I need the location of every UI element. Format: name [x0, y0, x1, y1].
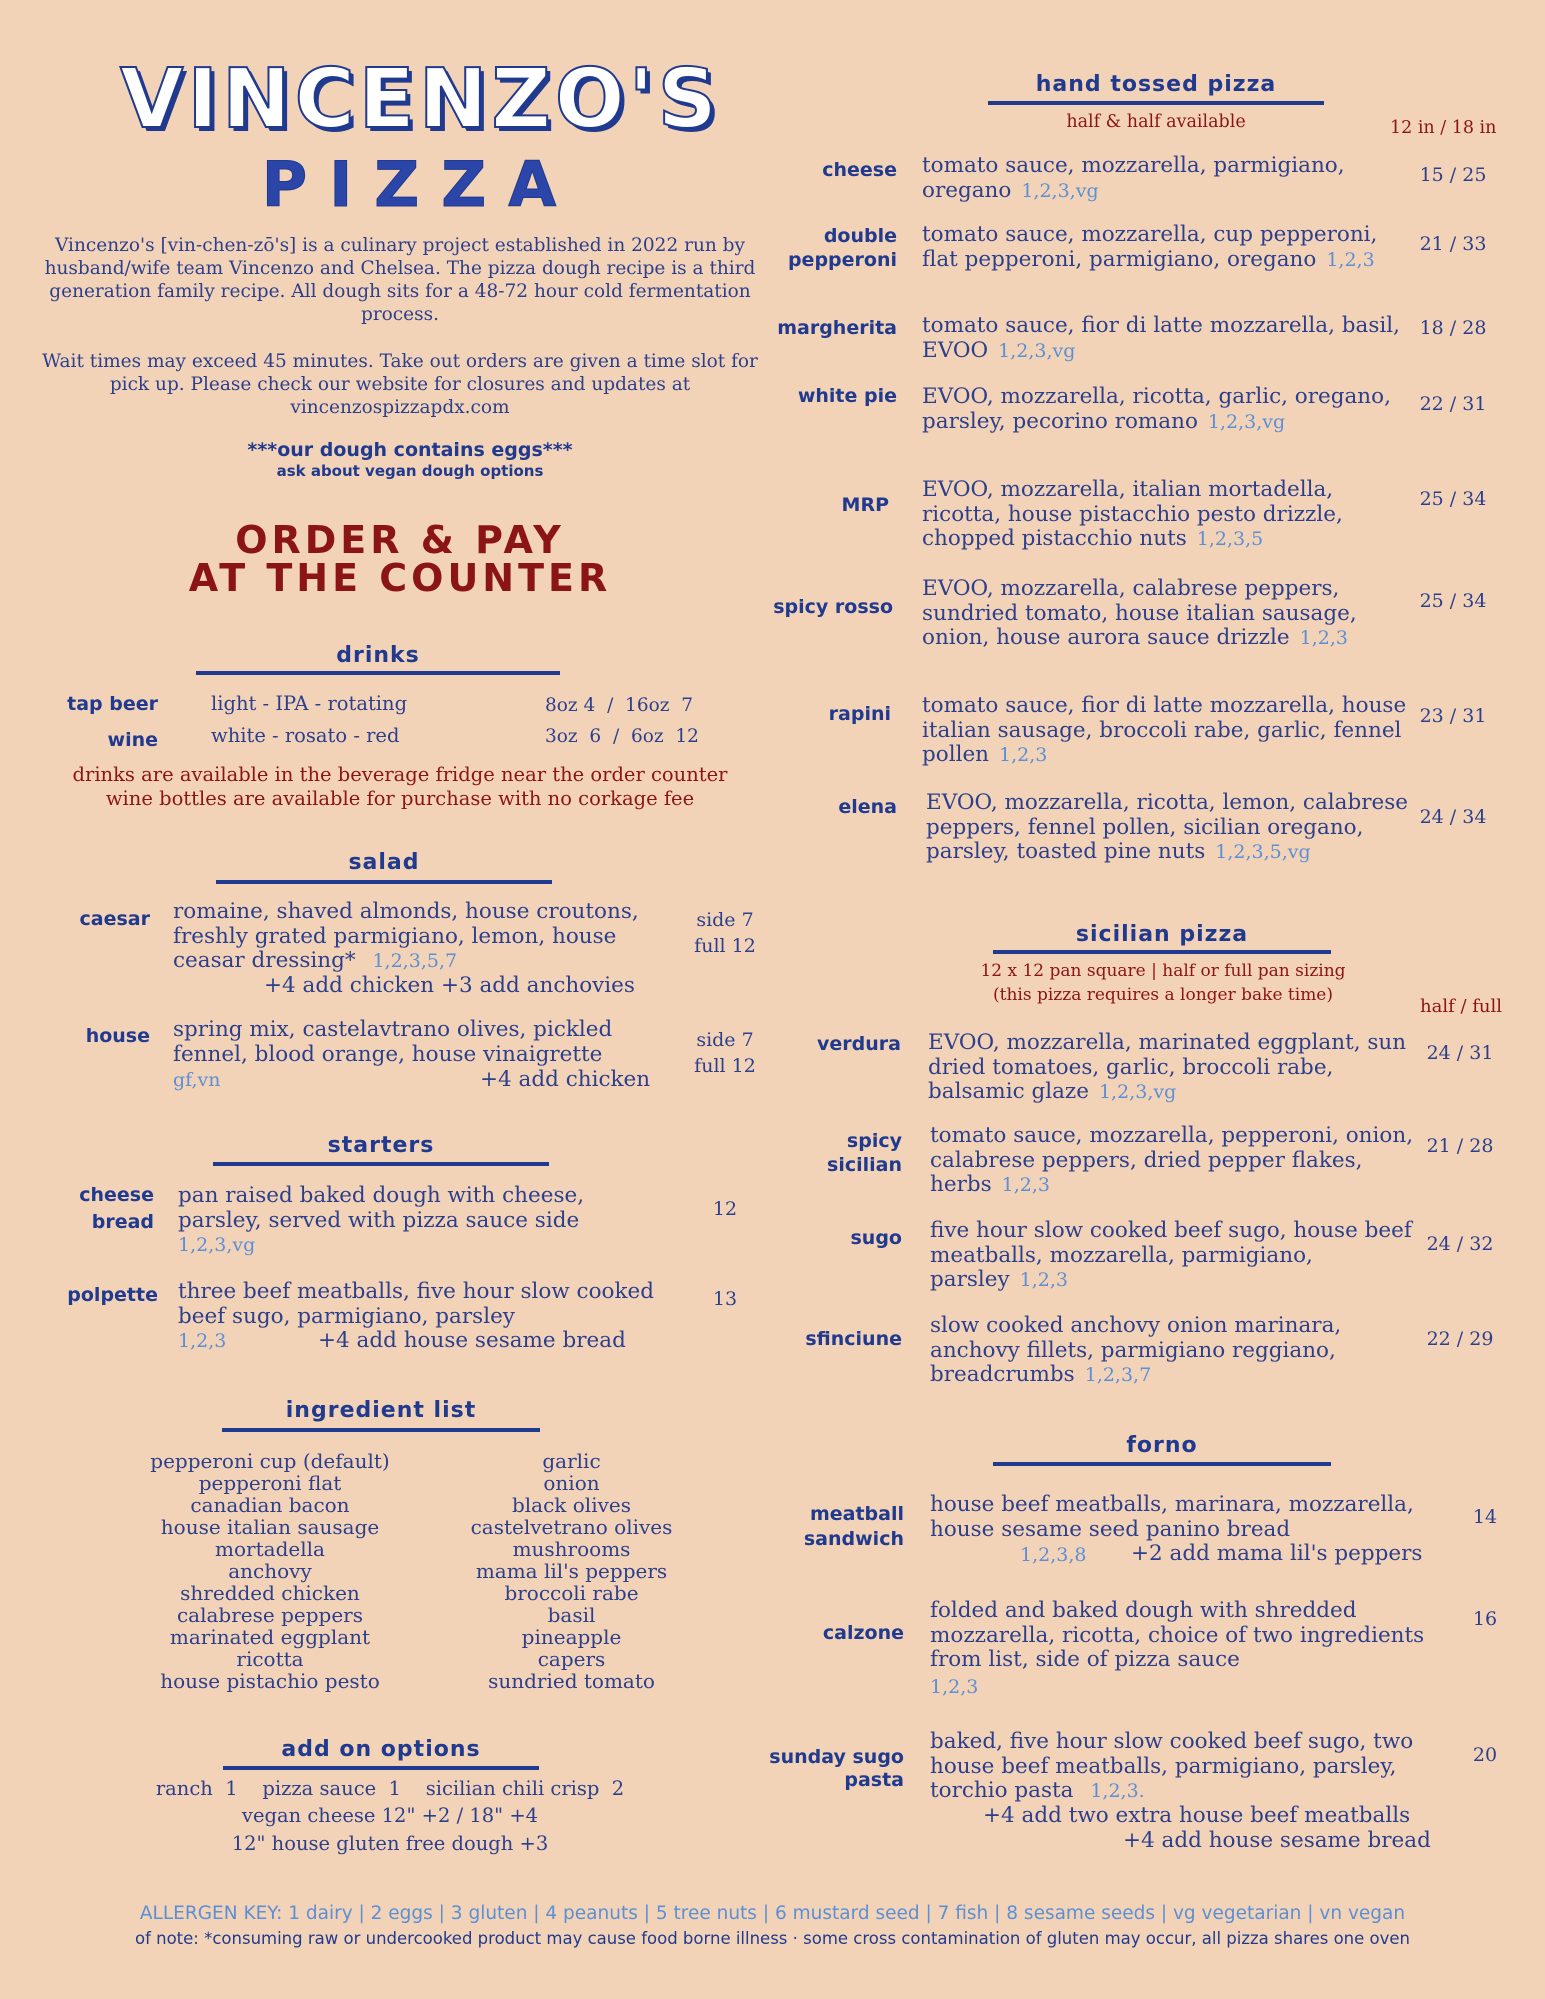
starters-addon-polpette: +4 add house sesame bread: [318, 1328, 626, 1353]
hand_tossed-desc-1: tomato sauce, mozzarella, cup pepperoni, flat pepperoni, parmigiano, oregano: [922, 222, 1378, 272]
drinks-rule: [196, 671, 560, 675]
starters-label-polpette: polpette: [67, 1284, 158, 1306]
ingredient-item: marinated eggplant: [169, 1625, 371, 1649]
ingredient-item: pepperoni cup (default): [150, 1449, 390, 1473]
salad-label-caesar: caesar: [79, 908, 150, 930]
ingredient-item: pineapple: [521, 1625, 622, 1649]
sicilian-label-0: verdura: [817, 1033, 901, 1055]
sicilian-desc-1: tomato sauce, mozzarella, pepperoni, onion, calabrese peppers, dried pepper flakes, herbs: [930, 1123, 1414, 1197]
hand_tossed-label-1-line1: double: [823, 225, 897, 247]
starters-label-cheese-bread-1: cheese: [79, 1184, 154, 1206]
starters-allergens-polpette: 1,2,3: [178, 1330, 227, 1352]
sicilian-price-0: 24 / 31: [1426, 1042, 1494, 1064]
ingredient-item: house italian sausage: [160, 1515, 380, 1539]
hand_tossed-price-0: 15 / 25: [1419, 164, 1487, 186]
hand-tossed-title: hand tossed pizza: [1035, 72, 1277, 97]
salad-label-house: house: [85, 1025, 150, 1047]
hand_tossed-label-5: spicy rosso: [773, 596, 893, 618]
hand_tossed-allergens-1: 1,2,3: [1326, 248, 1375, 271]
forno-allergens-calzone: 1,2,3: [930, 1676, 979, 1698]
ingredient-item: basil: [547, 1603, 596, 1627]
ingredient-item: anchovy: [228, 1559, 312, 1583]
vegan-note: ask about vegan dough options: [276, 462, 544, 480]
hand_tossed-allergens-6: 1,2,3: [999, 744, 1048, 766]
salad-allergens-caesar: 1,2,3,5,7: [372, 950, 458, 972]
ingredient-item: broccoli rabe: [504, 1581, 639, 1605]
salad-addon-house: +4 add chicken: [480, 1067, 651, 1092]
sicilian-subtitle-1: 12 x 12 pan square | half or full pan sizing: [980, 961, 1346, 981]
forno-addon-sugo-pasta-2: +4 add house sesame bread: [1123, 1828, 1431, 1853]
drinks-title: drinks: [336, 643, 420, 668]
sicilian-label-1-line2: sicilian: [827, 1154, 902, 1176]
forno-price-meatball: 14: [1472, 1506, 1498, 1528]
hand_tossed-label-6: rapini: [828, 703, 891, 725]
forno-desc-meatball: house beef meatballs, marinara, mozzarella, house sesame seed panino bread: [930, 1492, 1414, 1542]
hand_tossed-item-6: [922, 694, 1412, 768]
salad-allergens-house: gf,vn: [173, 1069, 221, 1091]
hand_tossed-label-1-line2: pepperoni: [787, 249, 897, 271]
forno-item-sugo-pasta: [930, 1730, 1420, 1804]
drinks-price-tap-beer: 8oz 4 / 16oz 7: [545, 695, 694, 716]
sicilian-item-2: [930, 1219, 1430, 1293]
hand-tossed-sizes: 12 in / 18 in: [1390, 118, 1497, 138]
ingredient-item: black olives: [511, 1493, 632, 1517]
sicilian-item-0: [928, 1031, 1428, 1105]
ingredient-item: house pistachio pesto: [160, 1669, 380, 1693]
forno-label-calzone: calzone: [822, 1622, 904, 1644]
hand_tossed-label-0: cheese: [822, 159, 897, 181]
sicilian-allergens-0: 1,2,3,vg: [1098, 1081, 1177, 1103]
addons-line-3: 12" house gluten free dough +3: [231, 1832, 549, 1855]
sicilian-label-3: sfinciune: [805, 1328, 902, 1350]
salad-item-caesar: [173, 900, 663, 974]
hand_tossed-item-0: [922, 154, 1412, 203]
eggs-note: ***our dough contains eggs***: [247, 439, 573, 461]
hand_tossed-label-3: white pie: [797, 385, 897, 407]
hand_tossed-label-7: elena: [838, 796, 897, 818]
forno-label-sugo-pasta-1: sunday sugo: [769, 1746, 904, 1768]
sicilian-sizes: half / full: [1420, 996, 1503, 1017]
salad-price-side-caesar: side 7: [696, 909, 754, 931]
sicilian-price-3: 22 / 29: [1426, 1328, 1494, 1350]
hand_tossed-item-1: [922, 223, 1412, 272]
hand_tossed-allergens-7: 1,2,3,5,vg: [1215, 841, 1311, 863]
forno-desc-calzone: folded and baked dough with shredded mozzarella, ricotta, choice of two ingredients from list, side of pizza sauce: [930, 1598, 1425, 1672]
forno-price-calzone: 16: [1472, 1608, 1498, 1630]
sicilian-subtitle-2: (this pizza requires a longer bake time): [992, 985, 1334, 1005]
forno-title: forno: [1126, 1433, 1198, 1458]
ingredient-item: mushrooms: [512, 1537, 631, 1561]
hand_tossed-allergens-5: 1,2,3: [1299, 627, 1349, 649]
sicilian-rule: [993, 950, 1331, 954]
ingredient-item: castelvetrano olives: [470, 1515, 673, 1539]
salad-desc-caesar: romaine, shaved almonds, house croutons, freshly grated parmigiano, lemon, house ceasar dressing*: [173, 899, 639, 973]
footer-note: of note: *consuming raw or undercooked product may cause food borne illness · some cross contamination of gluten may occur, all pizza shares one oven: [134, 1929, 1411, 1948]
allergen-key: ALLERGEN KEY: 1 dairy | 2 eggs | 3 gluten | 4 peanuts | 5 tree nuts | 6 mustard seed | 7 fish | 8 sesame seeds | vg vegetarian | vn vegan: [139, 1903, 1406, 1924]
forno-desc-sugo-pasta: baked, five hour slow cooked beef sugo, two house beef meatballs, parmigiano, parsley, torchio pasta: [930, 1729, 1414, 1803]
hand_tossed-allergens-4: 1,2,3,5: [1196, 528, 1264, 550]
logo-vincenzos: VINCENZO'S: [120, 52, 721, 147]
ingredient-item: mama lil's peppers: [475, 1559, 668, 1583]
hand-tossed-rule: [988, 101, 1324, 105]
order-line1: ORDER & PAY: [235, 518, 565, 562]
starters-label-cheese-bread-2: bread: [91, 1211, 154, 1233]
salad-addon-caesar: +4 add chicken +3 add anchovies: [264, 973, 635, 998]
forno-label-sugo-pasta-2: pasta: [844, 1769, 904, 1791]
sicilian-allergens-2: 1,2,3: [1019, 1269, 1068, 1291]
salad-price-side-house: side 7: [696, 1029, 754, 1051]
hand_tossed-desc-3: EVOO, mozzarella, ricotta, garlic, oregano, parsley, pecorino romano: [922, 384, 1391, 434]
hand_tossed-price-7: 24 / 34: [1419, 806, 1487, 828]
salad-rule: [216, 880, 552, 884]
hand_tossed-desc-6: tomato sauce, fior di latte mozzarella, house italian sausage, broccoli rabe, garlic, fennel pollen: [922, 693, 1407, 767]
starters-desc-polpette: three beef meatballs, five hour slow cooked beef sugo, parmigiano, parsley: [178, 1279, 654, 1329]
hand_tossed-price-1: 21 / 33: [1419, 233, 1487, 255]
sicilian-price-2: 24 / 32: [1426, 1233, 1494, 1255]
starters-rule: [213, 1162, 549, 1166]
sicilian-item-3: [930, 1314, 1420, 1388]
order-line2: AT THE COUNTER: [188, 556, 612, 600]
ingredient-list-column-2: [430, 1450, 713, 1692]
addons-title: add on options: [281, 1737, 481, 1762]
sicilian-price-1: 21 / 28: [1426, 1135, 1494, 1157]
drinks-note-1: drinks are available in the beverage fridge near the order counter: [72, 763, 728, 786]
hand_tossed-allergens-2: 1,2,3,vg: [998, 339, 1076, 362]
ingredient-item: capers: [537, 1647, 606, 1671]
ingredient-item: canadian bacon: [190, 1493, 350, 1517]
hand_tossed-desc-2: tomato sauce, fior di latte mozzarella, basil, EVOO: [922, 313, 1400, 363]
hand_tossed-label-4: MRP: [841, 494, 889, 516]
starters-price-cheese-bread: 12: [712, 1198, 738, 1220]
addons-rule: [223, 1766, 539, 1770]
ingredient-item: sundried tomato: [488, 1669, 655, 1693]
salad-desc-house: spring mix, castelavtrano olives, pickled fennel, blood orange, house vinaigrette: [173, 1017, 613, 1067]
hand_tossed-item-2: [922, 314, 1412, 363]
ingredient-item: ricotta: [236, 1647, 304, 1671]
drinks-note-2: wine bottles are available for purchase with no corkage fee: [105, 787, 695, 810]
hand_tossed-item-3: [922, 385, 1412, 434]
hand-tossed-subtitle: half & half available: [1066, 112, 1246, 132]
drinks-price-wine: 3oz 6 / 6oz 12: [545, 726, 699, 747]
forno-label-meatball-2: sandwich: [803, 1528, 904, 1550]
ingredients-rule: [222, 1428, 540, 1432]
forno-price-sugo-pasta: 20: [1472, 1744, 1498, 1766]
forno-allergens-sugo-pasta: 1,2,3.: [1090, 1780, 1145, 1802]
wait-times-paragraph: Wait times may exceed 45 minutes. Take out orders are given a time slot for pick up. Please check our website for closures and updates at vincenzospizzapdx.com: [42, 351, 758, 418]
sicilian-allergens-1: 1,2,3: [1001, 1174, 1051, 1196]
hand_tossed-price-5: 25 / 34: [1419, 590, 1487, 612]
hand_tossed-item-7: [926, 791, 1416, 865]
starters-price-polpette: 13: [712, 1288, 738, 1310]
addons-line-2: vegan cheese 12" +2 / 18" +4: [241, 1804, 539, 1827]
hand_tossed-price-6: 23 / 31: [1419, 705, 1487, 727]
forno-addon-sugo-pasta-1: +4 add two extra house beef meatballs: [983, 1803, 1411, 1828]
logo-pizza: PIZZA: [261, 148, 579, 221]
sicilian-desc-0: EVOO, mozzarella, marinated eggplant, sun dried tomatoes, garlic, broccoli rabe, balsamic glaze: [928, 1030, 1407, 1104]
hand_tossed-item-5: [922, 577, 1362, 651]
salad-price-full-caesar: full 12: [694, 935, 756, 957]
salad-price-full-house: full 12: [694, 1055, 756, 1077]
starters-allergens-cheese-bread: 1,2,3,vg: [178, 1234, 256, 1256]
addons-line-1: ranch 1 pizza sauce 1 sicilian chili crisp 2: [155, 1777, 625, 1800]
hand_tossed-price-3: 22 / 31: [1419, 393, 1487, 415]
hand_tossed-item-4: [922, 478, 1414, 552]
ingredient-item: calabrese peppers: [176, 1603, 363, 1627]
ingredients-title: ingredient list: [285, 1398, 477, 1423]
drinks-label-tap-beer: tap beer: [67, 693, 158, 715]
hand_tossed-allergens-0: 1,2,3,vg: [1021, 179, 1099, 202]
hand_tossed-price-4: 25 / 34: [1419, 488, 1487, 510]
ingredient-item: garlic: [542, 1449, 601, 1473]
ingredient-item: shredded chicken: [180, 1581, 360, 1605]
hand_tossed-desc-0: tomato sauce, mozzarella, parmigiano, oregano: [922, 153, 1345, 203]
hand_tossed-desc-4: EVOO, mozzarella, italian mortadella, ricotta, house pistacchio pesto drizzle, chopped pistacchio nuts: [922, 477, 1343, 551]
sicilian-desc-3: slow cooked anchovy onion marinara, anchovy fillets, parmigiano reggiano, breadcrumbs: [930, 1313, 1342, 1387]
ingredient-item: pepperoni flat: [198, 1471, 342, 1495]
sicilian-title: sicilian pizza: [1075, 922, 1249, 947]
salad-title: salad: [348, 850, 420, 875]
forno-label-meatball-1: meatball: [809, 1503, 904, 1525]
hand_tossed-price-2: 18 / 28: [1419, 317, 1487, 339]
sicilian-item-1: [930, 1124, 1420, 1198]
starters-desc-cheese-bread: pan raised baked dough with cheese, parsley, served with pizza sauce side: [178, 1183, 585, 1233]
starters-title: starters: [327, 1133, 435, 1158]
forno-rule: [993, 1462, 1331, 1466]
drinks-desc-wine: white - rosato - red: [211, 724, 400, 747]
ingredient-item: mortadella: [215, 1537, 325, 1561]
ingredient-list-column-1: [120, 1450, 420, 1692]
hand_tossed-desc-7: EVOO, mozzarella, ricotta, lemon, calabrese peppers, fennel pollen, sicilian oregano, parsley, toasted pine nuts: [926, 790, 1408, 864]
drinks-label-wine: wine: [107, 729, 158, 751]
intro-paragraph: Vincenzo's [vin-chen-zō's] is a culinary project established in 2022 run by husband/wife team Vincenzo and Chelsea. The pizza dough recipe is a third generation family recipe. All dough sits for a 48-72 hour cold fermentation process.: [44, 235, 756, 325]
drinks-desc-tap-beer: light - IPA - rotating: [211, 692, 408, 715]
hand_tossed-label-2: margherita: [777, 317, 897, 339]
forno-allergens-meatball: 1,2,3,8: [1020, 1544, 1087, 1566]
hand_tossed-allergens-3: 1,2,3,vg: [1207, 410, 1286, 433]
sicilian-label-1-line1: spicy: [846, 1130, 902, 1152]
sicilian-allergens-3: 1,2,3,7: [1084, 1364, 1152, 1386]
ingredient-item: onion: [543, 1471, 600, 1495]
sicilian-label-2: sugo: [850, 1227, 902, 1249]
hand_tossed-desc-5: EVOO, mozzarella, calabrese peppers, sundried tomato, house italian sausage, onion, house aurora sauce drizzle: [922, 576, 1357, 650]
sicilian-desc-2: five hour slow cooked beef sugo, house beef meatballs, mozzarella, parmigiano, parsley: [930, 1218, 1412, 1292]
forno-addon-meatball: +2 add mama lil's peppers: [1131, 1541, 1423, 1566]
